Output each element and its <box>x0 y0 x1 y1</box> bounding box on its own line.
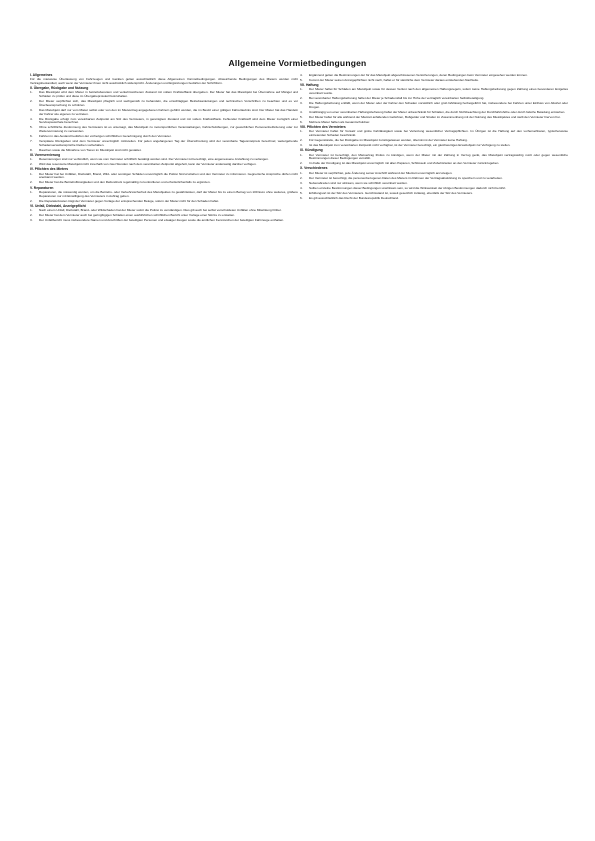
clause-item <box>300 197 568 201</box>
clause-number: 1. <box>30 90 33 95</box>
section-heading: II. Übergabe, Rückgabe und Nutzung <box>30 85 89 90</box>
clause-text: Der Mieter haftet für Schäden am Mietobjekt sowie für dessen Verlust nach den allgemeinen Haftungsregeln, sofern keine Haftungsbefreiung gegen Zahlung eines besonderen Entgeltes vereinbart wurde. <box>309 87 568 96</box>
clause-number: 3. <box>300 143 303 148</box>
clause-number: 6. <box>30 134 33 139</box>
clause-text: Mehrere Mieter haften als Gesamtschuldner. <box>309 120 371 125</box>
clause-item <box>300 172 568 176</box>
clause-item <box>30 173 298 181</box>
clause-number: 6. <box>300 120 303 125</box>
clause-item <box>300 154 568 162</box>
section <box>300 167 568 200</box>
clause-item <box>300 177 568 181</box>
clause-text: Der Unfallbericht muss insbesondere Namen und Anschriften der beteiligten Personen und etwaiger Zeugen sowie die amtlichen Kennzeichen der beteiligten Fahrzeuge enthalten. <box>39 217 285 222</box>
section-heading: I. Allgemeines <box>30 73 53 77</box>
clause-number: 4. <box>300 185 303 190</box>
clause-number: 4. <box>30 116 33 121</box>
clause-text: Der Mieter verpflichtet sich, das Mietobjekt pfleglich und sachgemäß zu behandeln, die einschlägigen Betriebsanleitungen und technischen Vorschriften zu beachten und es vor Überbeanspruchung zu schützen. <box>39 98 298 107</box>
clause-item <box>30 191 298 199</box>
clause-number: 4. <box>300 109 303 114</box>
clause-text: Für Gegenstände, die bei Rückgabe im Mietobjekt zurückgelassen werden, übernimmt der Vermieter keine Haftung. <box>309 138 468 143</box>
clause-text: Reservierungen sind nur verbindlich, wenn sie vom Vermieter schriftlich bestätigt worden sind. Der Vermieter ist berechtigt, eine angemessene Anzahlung zu verlangen. <box>39 157 269 162</box>
clause-item <box>30 149 298 153</box>
left-column <box>30 74 298 224</box>
section-heading: VIII. Pflichten des Vermieters <box>300 125 346 130</box>
clause-number: 2. <box>30 98 33 103</box>
section <box>30 87 298 153</box>
right-column <box>300 74 568 202</box>
clause-item <box>30 140 298 148</box>
clause-text: Reparaturen, die notwendig werden, um die Betriebs- oder Verkehrssicherheit des Mietobjektes zu gewährleisten, darf der Mieter bis zu einem Betrag von 100 Euro ohne weiteres, größere Reparaturen nur mit Einwilligung des Vermieters in Auftrag geben. <box>39 189 298 198</box>
clause-number: 1. <box>30 207 33 212</box>
clause-number: 8. <box>30 148 33 153</box>
clause-text: Die Rückgabe erfolgt zum vereinbarten Zeitpunkt am Sitz des Vermieters, in gereinigtem Zustand und mit vollem Kraftstofftank. Fehlender Kraftstoff wird dem Mieter zuzüglich einer Servicepauschale berechnet. <box>39 116 298 125</box>
clause-number: 7. <box>30 139 33 144</box>
clause-number: 1. <box>30 157 33 162</box>
clause-item <box>30 181 298 185</box>
clause-text: Der Mieter ist verpflichtet, jede Änderung seiner Anschrift während der Mietzeit unverzüglich anzuzeigen. <box>309 170 453 175</box>
section-heading: X. Verschiedenes <box>300 166 328 171</box>
clause-number: 2. <box>300 138 303 143</box>
clause-item <box>30 163 298 167</box>
clause-item <box>300 192 568 196</box>
clause-item <box>30 118 298 126</box>
clause-number: 4. <box>300 73 303 77</box>
section <box>30 154 298 167</box>
clause-text: Der Vermieter haftet für Vorsatz und grobe Fahrlässigkeit sowie bei Verletzung wesentlicher Vertragspflichten. Im Übrigen ist die Haftung auf den vorhersehbaren, typischerweise eintretenden Schaden beschränkt. <box>309 129 568 138</box>
clause-text: Der Vermieter ist berechtigt, die personenbezogenen Daten des Mieters im Rahmen der Vertragsabwicklung zu speichern und zu verarbeiten. <box>309 175 503 180</box>
clause-text: Der Vermieter ist berechtigt, den Mietvertrag fristlos zu kündigen, wenn der Mieter mit der Zahlung in Verzug gerät, das Mietobjekt vertragswidrig nutzt oder gegen wesentliche Bestimmungen dieser Bedingungen verstößt. <box>309 152 568 161</box>
clause-item <box>30 109 298 117</box>
clause-number: 3. <box>300 180 303 185</box>
section <box>300 149 568 166</box>
clause-item <box>30 91 298 99</box>
clause-item <box>300 79 568 83</box>
clause-text: Nebenabreden sind nur wirksam, wenn sie schriftlich vereinbart wurden. <box>309 180 408 185</box>
section <box>30 74 298 86</box>
section <box>300 126 568 148</box>
clause-text: Kommt der Mieter seinen Anzeigepflichten nicht nach, haftet er für sämtliche dem Vermieter daraus entstehenden Nachteile. <box>309 78 479 83</box>
clause-text: Die Reparaturkosten trägt der Vermieter gegen Vorlage der entsprechenden Belege, sofern der Mieter nicht für den Schaden haftet. <box>39 198 220 203</box>
clause-number: 2. <box>30 162 33 167</box>
clause-item <box>30 126 298 134</box>
clause-item <box>300 162 568 166</box>
clause-number: 2. <box>300 175 303 180</box>
clause-number: 1. <box>300 129 303 134</box>
section-heading: VII. Haftung <box>300 83 319 88</box>
clause-number: 2. <box>300 96 303 101</box>
clause-item <box>300 88 568 96</box>
clause-text: Das Mietobjekt darf nur vom Mieter selbst oder von den im Mietvertrag angegebenen Fahrern geführt werden, die im Besitz einer gültigen Fahrerlaubnis sind. Der Mieter hat das Handeln der Fahrer wie eigenes zu vertreten. <box>39 107 298 116</box>
section <box>30 168 298 185</box>
section-intro: Für die mietweise Überlassung von Fahrzeugen und Geräten gelten ausschließlich diese Allgemeinen Vormietbedingungen. Abweichende Bedingungen des Mieters werden nicht Vertragsbestandteil, auch wenn der Vermieter ihnen nicht ausdrücklich widerspricht. Änderungen und Ergänzungen bedürfen der Schriftform. <box>30 77 298 85</box>
clause-number: 2. <box>30 212 33 217</box>
clause-number: 5. <box>300 115 303 120</box>
section-heading: VI. Unfall, Diebstahl, Anzeigepflicht <box>30 203 86 208</box>
clause-number: 1. <box>30 189 33 194</box>
clause-item <box>30 219 298 223</box>
clause-text: Fahrten in das Ausland bedürfen der vorherigen schriftlichen Genehmigung durch den Vermieter. <box>39 134 172 139</box>
clause-number: 1. <box>300 87 303 92</box>
clause-number: 3. <box>30 107 33 112</box>
clause-number: 2. <box>300 161 303 166</box>
clause-text: Der Mieter haftet für alle während der Mietzeit anfallenden Gebühren, Bußgelder und Strafen im Zusammenhang mit der Nutzung des Mietobjektes und stellt den Vermieter hiervon frei. <box>309 115 561 120</box>
clause-text: Das Mietobjekt wird dem Mieter in betriebsbereitem und verkehrssicherem Zustand mit vollem Kraftstofftank übergeben. Der Mieter hat das Mietobjekt bei Übernahme auf Mängel und Schäden zu prüfen und diese im Übergabeprotokoll festzuhalten. <box>39 90 298 98</box>
clause-text: Der Mieter hat bei Unfällen, Diebstahl, Brand, Wild- oder sonstigen Schäden unverzüglich die Polizei hinzuzuziehen und den Vermieter zu informieren. Gegnerische Ansprüche dürfen nicht anerkannt werden. <box>39 171 298 180</box>
clause-text: Erfüllungsort ist der Sitz des Vermieters. Gerichtsstand ist, soweit gesetzlich zulässig, ebenfalls der Sitz des Vermieters. <box>309 190 473 195</box>
clause-text: Unabhängig von einer vereinbarten Haftungsbefreiung haftet der Mieter unbeschränkt für Schäden, die durch Nichtbeachtung der Durchfahrtshöhe oder durch falsche Beladung entstehen. <box>309 109 566 114</box>
clause-text: Nach einem Unfall, Diebstahl, Brand- oder Wildschaden hat der Mieter sofort die Polizei zu verständigen. Dies gilt auch bei selbst verschuldeten Unfällen ohne Mitwirkung Dritter. <box>39 207 282 212</box>
section <box>30 205 298 223</box>
clause-item <box>300 102 568 110</box>
clause-number: 5. <box>300 78 303 83</box>
clause-text: Rauchen sowie die Mitnahme von Tieren im Mietobjekt sind nicht gestattet. <box>39 148 142 153</box>
section-heading: V. Reparaturen <box>30 185 54 190</box>
section <box>300 84 568 125</box>
clause-text: Ohne schriftliche Zustimmung des Vermieters ist es untersagt, das Mietobjekt zu motorsportlichen Veranstaltungen, Fahrschulübungen, zur gewerblichen Personenbeförderung oder zur Weitervermietung zu verwenden. <box>39 125 298 134</box>
clause-item <box>300 187 568 191</box>
clause-number: 6. <box>300 195 303 200</box>
clause-number: 2. <box>30 198 33 203</box>
clause-text: Ist das Mietobjekt zum vereinbarten Zeitpunkt nicht verfügbar, ist der Vermieter berechtigt, ein gleichwertiges Ersatzobjekt zur Verfügung zu stellen. <box>309 143 511 148</box>
clause-number: 5. <box>300 190 303 195</box>
section-heading: IV. Pflichten des Mieters <box>30 167 69 172</box>
clause-number: 1. <box>30 171 33 176</box>
clause-text: Es gilt ausschließlich das Recht der Bundesrepublik Deutschland. <box>309 195 399 200</box>
clause-number: 1. <box>300 170 303 175</box>
clause-text: Ergänzend gelten die Bestimmungen der für das Mietobjekt abgeschlossenen Versicherungen, deren Bedingungen beim Vermieter eingesehen werden können. <box>309 73 528 77</box>
section-heading: III. Vorreservierung <box>30 153 61 158</box>
clause-number: 5. <box>30 125 33 130</box>
clause-text: Im Falle der Kündigung ist das Mietobjekt unverzüglich mit allen Papieren, Schlüsseln und Zubehörteilen an den Vermieter zurückzugeben. <box>309 161 500 166</box>
clause-text: Die Haftungsbefreiung entfällt, wenn der Mieter oder der Fahrer den Schaden vorsätzlich oder grob fahrlässig herbeigeführt hat, insbesondere bei Fahrten unter Einfluss von Alkohol oder Drogen. <box>309 101 568 109</box>
clause-number: 2. <box>30 180 33 185</box>
clause-text: Der Mieter hat die Betriebsflüssigkeiten und den Reifendruck regelmäßig zu kontrollieren und erforderlichenfalls zu ergänzen. <box>39 180 211 185</box>
clause-item <box>30 100 298 108</box>
clause-text: Der Mieter hat dem Vermieter auch bei geringfügigen Schäden einen ausführlichen schriftlichen Bericht unter Vorlage einer Skizze zu erstatten. <box>39 212 236 217</box>
section-heading: IX. Kündigung <box>300 148 323 153</box>
clause-item <box>30 200 298 204</box>
clause-text: Verspätete Rückgaben sind dem Vermieter unverzüglich mitzuteilen. Für jeden angefangenen Tag der Überschreitung wird der vereinbarte Tagesmietpreis berechnet; weitergehende Schadensersatzansprüche bleiben vorbehalten. <box>39 139 298 147</box>
clause-number: 3. <box>30 217 33 222</box>
clause-text: Sollten einzelne Bestimmungen dieser Bedingungen unwirksam sein, so wird die Wirksamkeit der übrigen Bestimmungen dadurch nicht berührt. <box>309 185 507 190</box>
clause-item <box>300 144 568 148</box>
clause-number: 1. <box>300 152 303 157</box>
clause-item <box>300 130 568 138</box>
clause-text: Bei vereinbarter Haftungsbefreiung haftet der Mieter je Schadensfall bis zur Höhe der vertraglich vereinbarten Selbstbeteiligung. <box>309 96 485 101</box>
section <box>30 187 298 204</box>
clause-text: Wird das reservierte Mietobjekt nicht innerhalb von zwei Stunden nach dem vereinbarten Zeitpunkt abgeholt, kann der Vermieter anderweitig darüber verfügen. <box>39 162 257 167</box>
page-title: Allgemeine Vormietbedingungen <box>228 58 367 68</box>
clause-item <box>300 182 568 186</box>
clause-number: 3. <box>300 101 303 106</box>
section <box>300 74 568 83</box>
